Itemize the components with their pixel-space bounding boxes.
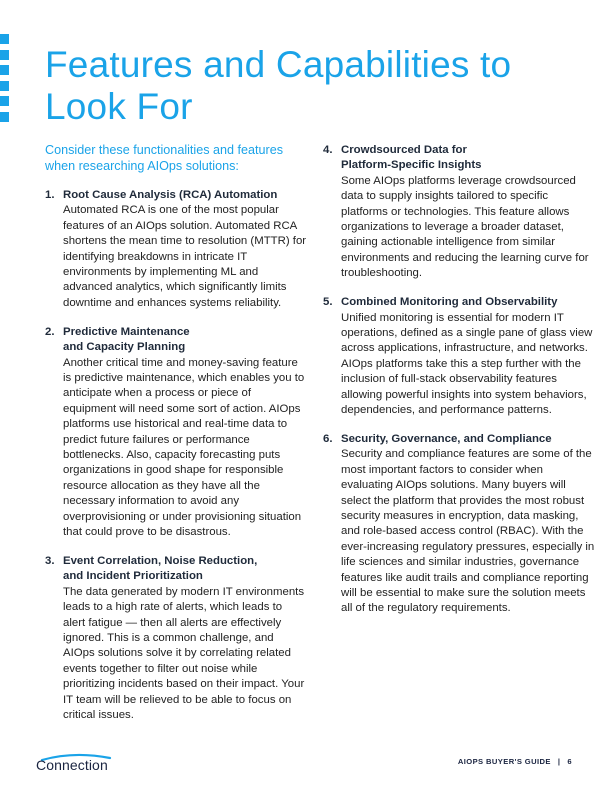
item-heading: Combined Monitoring and Observability <box>341 296 558 309</box>
list-item-3 <box>45 554 307 723</box>
logo-text: Connection <box>36 757 108 773</box>
item-number: 4. <box>323 144 333 156</box>
item-text: The data generated by modern IT environments leads to a high rate of alerts, which leads to alert fatigue — then all alerts are effectively ignored. This is a common challenge, and AIOps solutions solve it by correlating related events together to filter out noise while prioritizing incidents based on their impact. Your IT team will be relieved to be able to focus on critical issues. <box>63 585 305 721</box>
left-column <box>45 143 307 737</box>
page-number: 6 <box>567 757 572 766</box>
edge-mark <box>0 65 9 75</box>
item-text: Another critical time and money-saving feature is predictive maintenance, which enables you to anticipate when a process or piece of equipment will need some sort of action. AIOps platforms use historical and real-time data to predict future failures or performance bottlenecks. Also, capacity forecasting puts organizations in good shape for responsible resource allocation as they have all the necessary information to avoid any overprovisioning or under provisioning situation that could prove to be disastrous. <box>63 356 305 539</box>
list-item-4 <box>323 143 595 282</box>
item-heading: Predictive Maintenance and Capacity Planning <box>63 325 190 354</box>
edge-mark <box>0 34 9 44</box>
item-number: 5. <box>323 296 333 309</box>
item-number: 6. <box>323 432 333 445</box>
guide-label: AIOPS BUYER'S GUIDE <box>457 757 551 766</box>
item-heading: Root Cause Analysis (RCA) Automation <box>63 189 278 201</box>
intro-text: Consider these functionalities and features when researching AIOps solutions: <box>45 143 284 173</box>
right-column <box>323 143 595 630</box>
list-item-6 <box>323 432 595 617</box>
footer-separator: | <box>557 757 561 766</box>
item-heading: Security, Governance, and Compliance <box>341 432 552 445</box>
item-number: 2. <box>45 325 55 338</box>
item-heading: Event Correlation, Noise Reduction, and Incident Prioritization <box>63 554 258 583</box>
item-text: Some AIOps platforms leverage crowdsourced data to supply insights tailored to specific platforms or technologies. This feature allows organizations to leverage a broader dataset, gaining actionable intelligence from similar environments and reducing the learning curve for troubleshooting. <box>341 174 589 280</box>
page-footer <box>458 757 572 766</box>
connection-logo <box>36 752 126 774</box>
item-text: Unified monitoring is essential for modern IT operations, defined as a single pane of glass view across applications, infrastructure, and networks. AIOps platforms take this a step further with the inclusion of full-stack observability features allowing powerful insights into system behaviors, dependencies, and performance patterns. <box>341 311 593 416</box>
item-number: 1. <box>45 189 55 201</box>
edge-decoration <box>0 34 10 127</box>
edge-mark <box>0 81 9 91</box>
list-item-1 <box>45 188 307 311</box>
edge-mark <box>0 50 9 60</box>
item-heading: Crowdsourced Data for Platform-Specific Insights <box>341 144 482 172</box>
list-item-2 <box>45 325 307 541</box>
item-text: Security and compliance features are some of the most important factors to consider when evaluating AIOps solutions. Many buyers will select the platform that provides the most robust security measures in encryption, data masking, and role-based access control (RBAC). With the ever-increasing regulatory pressures, especially in life sciences and similar industries, governance features like audit trails and compliance reporting will be essential to make sure the solution meets all of the regulatory requirements. <box>341 448 595 615</box>
edge-mark <box>0 96 9 106</box>
list-item-5 <box>323 295 595 418</box>
page-title: Features and Capabilities to Look For <box>45 44 512 127</box>
item-number: 3. <box>45 554 55 567</box>
edge-mark <box>0 112 9 122</box>
item-text: Automated RCA is one of the most popular features of an AIOps solution. Automated RCA shortens the mean time to resolution (MTTR) for identifying breakdowns in intricate IT environments by implementing ML and advanced analytics, which significantly limits downtime and enhances systems reliability. <box>63 204 307 309</box>
